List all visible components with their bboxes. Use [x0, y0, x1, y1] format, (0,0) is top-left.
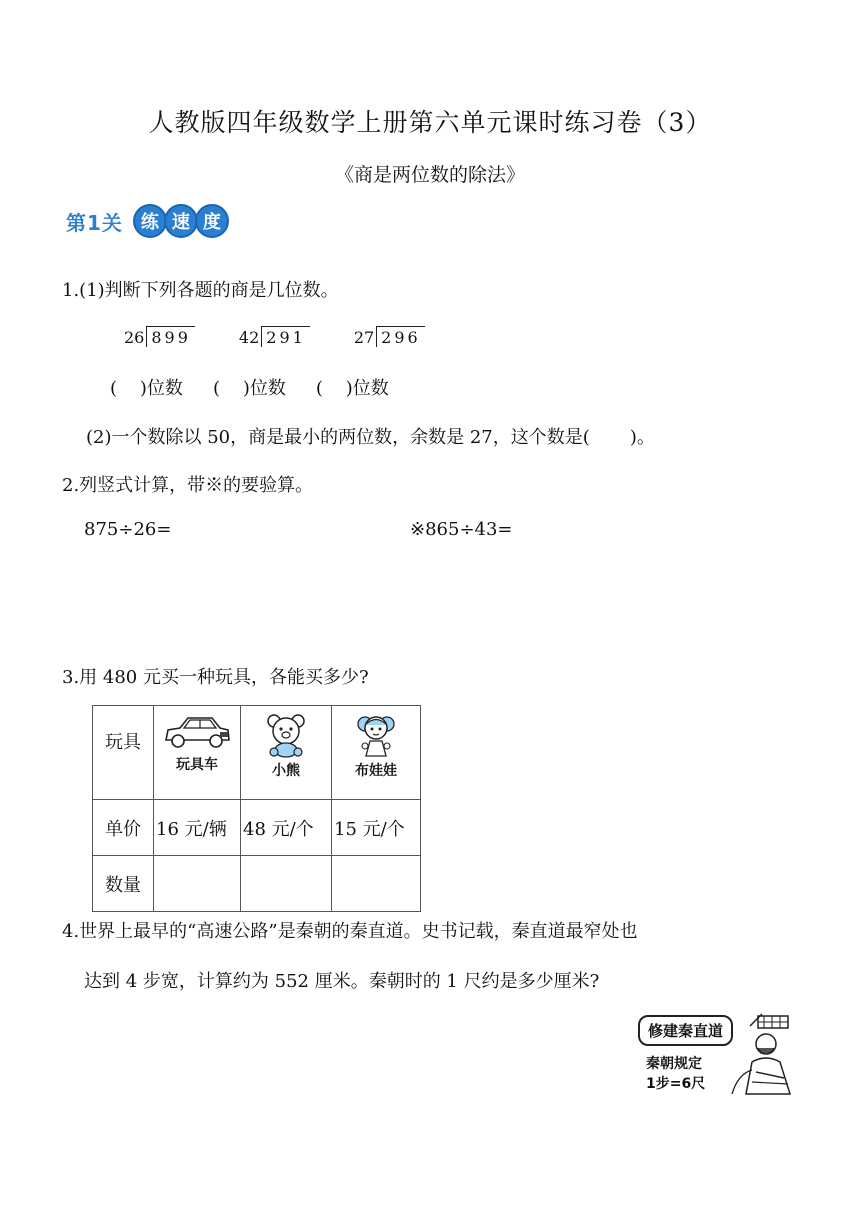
divisor: 26 [124, 328, 145, 347]
price-cell: 15 元/个 [332, 800, 421, 856]
row-label: 单价 [93, 800, 154, 856]
page-subtitle: 《商是两位数的除法》 [334, 164, 525, 186]
toy-car-icon [162, 712, 232, 752]
question-1-part-2: (2)一个数除以 50，商是最小的两位数，余数是 27，这个数是( )。 [86, 427, 655, 448]
price-cell: 16 元/辆 [154, 800, 241, 856]
question-4-line-2: 达到 4 步宽，计算约为 552 厘米。秦朝时的 1 尺约是多少厘米? [84, 971, 600, 992]
table-row [93, 856, 421, 912]
page-title: 人教版四年级数学上册第六单元课时练习卷（3） [148, 108, 712, 137]
toy-label: 玩具车 [176, 756, 218, 773]
answer-blank[interactable]: ( )位数 [315, 378, 389, 399]
divisor: 27 [353, 328, 375, 347]
teddy-bear-icon [263, 712, 309, 758]
toy-picture [243, 712, 329, 794]
level-char: 度 [195, 204, 229, 238]
quantity-cell[interactable] [332, 856, 421, 912]
table-row [93, 706, 421, 800]
table-row [93, 800, 421, 856]
row-label: 数量 [93, 856, 154, 912]
question-4-line-1: 4.世界上最早的“高速公路”是秦朝的秦直道。史书记载，秦直道最窄处也 [62, 921, 638, 942]
divisor: 42 [238, 328, 260, 347]
speech-bubble: 修建秦直道 [638, 1015, 733, 1046]
quantity-cell[interactable] [241, 856, 332, 912]
dividend: 296 [376, 326, 425, 347]
dividend: 899 [146, 326, 195, 347]
rule-note: 秦朝规定 [646, 1056, 702, 1072]
toy-label: 布娃娃 [355, 762, 397, 779]
quantity-cell[interactable] [154, 856, 241, 912]
worker-illustration-icon [728, 1012, 798, 1096]
answer-blanks [110, 374, 389, 400]
question-2-prompt: 2.列竖式计算，带※的要验算。 [62, 475, 314, 496]
level-badge [66, 204, 226, 238]
answer-blank[interactable]: ( )位数 [110, 378, 183, 399]
toy-cell [332, 706, 421, 800]
division-problem [124, 326, 195, 347]
price-cell: 48 元/个 [241, 800, 332, 856]
toy-label: 小熊 [272, 762, 300, 779]
rule-note: 1步=6尺 [646, 1076, 706, 1092]
toy-cell [241, 706, 332, 800]
level-prefix: 第1关 [66, 210, 123, 235]
toy-price-table [92, 705, 421, 912]
toy-picture [334, 712, 418, 794]
question-3-prompt: 3.用 480 元买一种玩具，各能买多少? [62, 667, 369, 688]
toy-cell [154, 706, 241, 800]
division-problem [239, 326, 310, 347]
answer-blank[interactable]: ( )位数 [212, 378, 286, 399]
level-char: 练 [133, 204, 167, 238]
doll-icon [353, 712, 399, 758]
row-label: 玩具 [93, 706, 154, 800]
division-problem [354, 326, 425, 347]
calc-item: ※865÷43= [410, 519, 513, 540]
toy-picture [156, 712, 238, 794]
dividend: 291 [261, 326, 310, 347]
question-1-prompt: 1.(1)判断下列各题的商是几位数。 [62, 280, 339, 301]
division-problems [124, 326, 425, 347]
level-char: 速 [164, 204, 198, 238]
calc-item: 875÷26= [84, 519, 172, 540]
